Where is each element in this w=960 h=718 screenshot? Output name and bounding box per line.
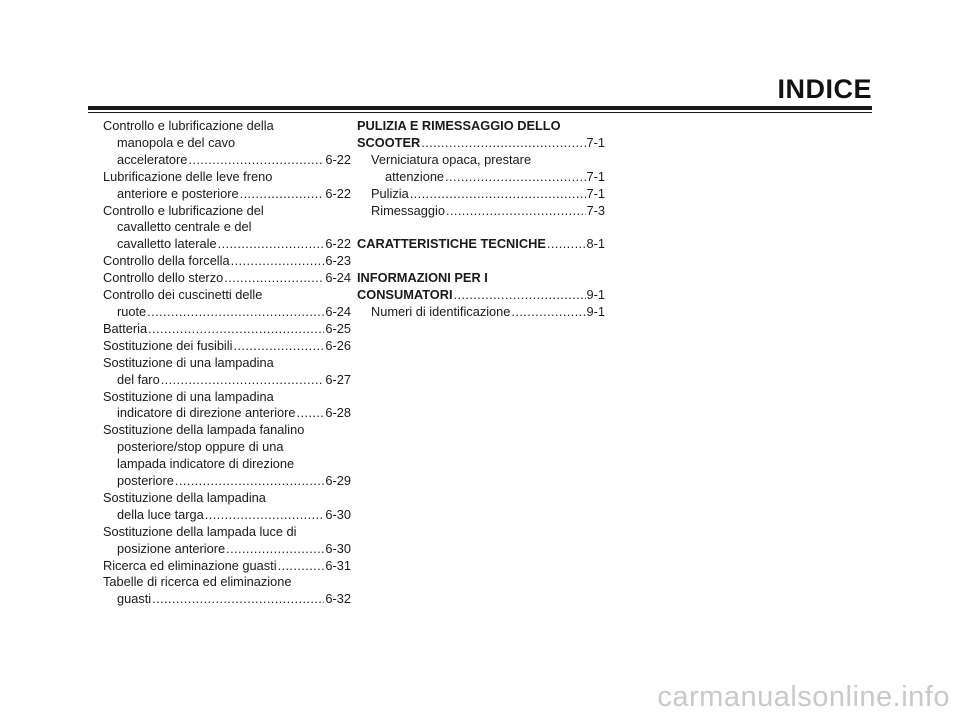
toc-entry[interactable]: Numeri di identificazione ..... 9-1 bbox=[371, 304, 605, 321]
toc-section-heading[interactable]: CARATTERISTICHE TECNICHE ..... 8-1 bbox=[357, 236, 605, 253]
toc-entry[interactable]: Sostituzione dei fusibili ..... 6-26 bbox=[103, 338, 351, 355]
page-number: 6-23 bbox=[325, 253, 351, 269]
page-number: 9-1 bbox=[586, 303, 605, 319]
page-number: 6-24 bbox=[325, 270, 351, 286]
page-number: 8-1 bbox=[586, 236, 605, 252]
toc-entry[interactable]: Sostituzione della lampada fanalino posteriore/stop oppure di una lampada indicatore di direzione posteriore ..... 6-29 bbox=[103, 422, 351, 490]
page-number: 6-25 bbox=[325, 320, 351, 336]
page-number: 6-31 bbox=[325, 557, 351, 573]
toc-entry[interactable]: Sostituzione della lampadina della luce targa ..... 6-30 bbox=[103, 490, 351, 524]
page-number: 6-30 bbox=[325, 540, 351, 556]
page-number: 7-3 bbox=[586, 202, 605, 218]
toc-right-column bbox=[357, 118, 605, 321]
page-number: 7-1 bbox=[586, 185, 605, 201]
toc-entry[interactable]: Controllo dei cuscinetti delle ruote ..... 6-24 bbox=[103, 287, 351, 321]
toc-entry[interactable]: Rimessaggio ..... 7-3 bbox=[371, 203, 605, 220]
page-number: 6-29 bbox=[325, 473, 351, 489]
toc-entry[interactable]: Sostituzione di una lampadina del faro ..... 6-27 bbox=[103, 355, 351, 389]
header-rule-thick bbox=[88, 106, 872, 110]
page-number: 6-26 bbox=[325, 337, 351, 353]
page-number: 6-22 bbox=[325, 185, 351, 201]
toc-entry[interactable]: Verniciatura opaca, prestare attenzione ..... 7-1 bbox=[371, 152, 605, 186]
page-number: 9-1 bbox=[586, 287, 605, 303]
toc-entry[interactable]: Controllo della forcella ..... 6-23 bbox=[103, 253, 351, 270]
toc-entry[interactable]: Tabelle di ricerca ed eliminazione guasti ..... 6-32 bbox=[103, 574, 351, 608]
toc-entry[interactable]: Controllo e lubrificazione della manopola e del cavo acceleratore ..... 6-22 bbox=[103, 118, 351, 169]
watermark-text: carmanualsonline.info bbox=[657, 681, 950, 713]
page-number: 6-30 bbox=[325, 506, 351, 522]
page-number: 6-27 bbox=[325, 371, 351, 387]
page-number: 6-32 bbox=[325, 591, 351, 607]
page-number: 6-22 bbox=[325, 236, 351, 252]
toc-entry[interactable]: Lubrificazione delle leve freno anteriore e posteriore ..... 6-22 bbox=[103, 169, 351, 203]
page-number: 7-1 bbox=[586, 134, 605, 150]
toc-entry[interactable]: Batteria ..... 6-25 bbox=[103, 321, 351, 338]
page-number: 6-24 bbox=[325, 303, 351, 319]
toc-entry[interactable]: Sostituzione di una lampadina indicatore di direzione anteriore ..... 6-28 bbox=[103, 389, 351, 423]
toc-entry[interactable]: Controllo e lubrificazione del cavalletto centrale e del cavalletto laterale ..... 6-22 bbox=[103, 203, 351, 254]
header-rule-thin bbox=[88, 112, 872, 113]
page-number: 6-22 bbox=[325, 151, 351, 167]
toc-entry[interactable]: Controllo dello sterzo ..... 6-24 bbox=[103, 270, 351, 287]
toc-section-heading[interactable]: INFORMAZIONI PER I CONSUMATORI ..... 9-1 bbox=[357, 270, 605, 304]
toc-entry[interactable]: Pulizia ..... 7-1 bbox=[371, 186, 605, 203]
toc-entry[interactable]: Sostituzione della lampada luce di posizione anteriore ..... 6-30 bbox=[103, 524, 351, 558]
toc-entry[interactable]: Ricerca ed eliminazione guasti ..... 6-31 bbox=[103, 558, 351, 575]
toc-section-heading[interactable]: PULIZIA E RIMESSAGGIO DELLO SCOOTER ..... 7-1 bbox=[357, 118, 605, 152]
page-number: 7-1 bbox=[586, 168, 605, 184]
page-title: INDICE bbox=[777, 74, 872, 104]
toc-left-column bbox=[103, 118, 351, 608]
page-number: 6-28 bbox=[325, 405, 351, 421]
